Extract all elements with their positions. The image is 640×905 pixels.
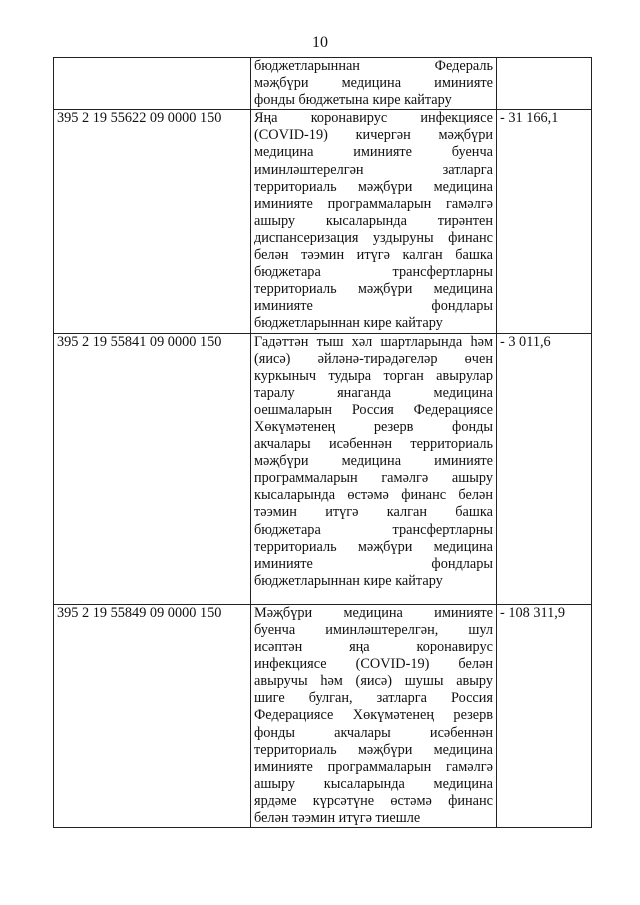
table-row: [54, 333, 592, 604]
description-line: Яңа коронавирус инфекциясе: [254, 110, 493, 127]
description-line: тәэмин итүгә калган башка: [254, 504, 493, 521]
description-line: бюджетара трансфертларны: [254, 264, 493, 281]
description-line: иминияте фондлары: [254, 298, 493, 315]
description-line: шиге булган, затларга Россия: [254, 690, 493, 707]
description-line: мәҗбүри медицина иминияте: [254, 75, 493, 92]
description-line: кысаларында өстәмә финанс белән: [254, 487, 493, 504]
description-line: белән тәэмин итүгә калган башка: [254, 247, 493, 264]
page-number: 10: [312, 34, 328, 51]
description-line: территориаль мәҗбүри медицина: [254, 178, 493, 195]
description-line: авыручы һәм (яисә) шушы авыру: [254, 673, 493, 690]
description-cell: [251, 333, 497, 604]
description-cell: [251, 604, 497, 827]
amount-cell: - 3 011,6: [497, 333, 592, 604]
description-line: (яисә) әйләнә-тирәдәгеләр өчен: [254, 350, 493, 367]
description-line: буенча иминләштерелгән, шул: [254, 622, 493, 638]
description-line: акчалары исәбеннән территориаль: [254, 436, 493, 453]
description-line: белән тәэмин итүгә тиешле: [254, 810, 421, 827]
description-line: бюджетларыннан кире кайтару: [254, 572, 443, 589]
description-line: бюджетларыннан кире кайтару: [254, 315, 443, 332]
budget-code-cell: 395 2 19 55622 09 0000 150: [54, 110, 251, 333]
description-cell: [251, 58, 497, 110]
description-line: ашыру кысаларында медицина: [254, 775, 493, 792]
table-row: [54, 604, 592, 827]
description-line: таралу янаганда медицина: [254, 384, 493, 401]
description-line: ярдәме күрсәтүне өстәмә финанс: [254, 792, 493, 809]
description-line: иминияте программаларын гамәлгә: [254, 758, 493, 775]
budget-table: [53, 57, 592, 828]
description-line: Мәҗбүри медицина иминияте: [254, 604, 493, 621]
description-line: ашыру кысаларында тирәнтен: [254, 212, 493, 229]
description-line: иминияте фондлары: [254, 555, 493, 572]
description-line: исәптән яңа коронавирус: [254, 639, 493, 656]
description-line: диспансеризация уздыруны финанс: [254, 229, 493, 246]
table-row: [54, 58, 592, 110]
description-line: (COVID-19) кичергән мәҗбүри: [254, 127, 493, 144]
description-line: фонды акчалары исәбеннән: [254, 724, 493, 741]
description-line: Хөкүмәтенең резерв фонды: [254, 418, 493, 435]
amount-cell: [497, 58, 592, 110]
table-row: [54, 110, 592, 333]
description-line: Федерациясе Хөкүмәтенең резерв: [254, 707, 493, 724]
budget-code-cell: 395 2 19 55849 09 0000 150: [54, 604, 251, 827]
description-line: куркыныч тудыра торган авырулар: [254, 367, 493, 384]
description-line: бюджетара трансфертларны: [254, 521, 493, 538]
description-line: фонды бюджетына кире кайтару: [254, 92, 452, 109]
description-line: территориаль мәҗбүри медицина: [254, 741, 493, 758]
description-line: программаларын гамәлгә ашыру: [254, 470, 493, 487]
table-body: [54, 58, 592, 828]
description-line: иминләштерелгән затларга: [254, 161, 493, 178]
description-line: инфекциясе (COVID-19) белән: [254, 656, 493, 673]
description-line: бюджетларыннан Федераль: [254, 58, 493, 74]
description-line: территориаль мәҗбүри медицина: [254, 538, 493, 555]
description-line: территориаль мәҗбүри медицина: [254, 281, 493, 298]
amount-cell: - 31 166,1: [497, 110, 592, 333]
description-line: иминияте программаларын гамәлгә: [254, 195, 493, 212]
description-line: медицина иминияте буенча: [254, 144, 493, 161]
description-line: мәҗбүри медицина иминияте: [254, 453, 493, 470]
budget-code-cell: 395 2 19 55841 09 0000 150: [54, 333, 251, 604]
description-line: Гадәттән тыш хәл шартларында һәм: [254, 333, 493, 350]
description-cell: [251, 110, 497, 333]
description-line: оешмаларын Россия Федерациясе: [254, 401, 493, 418]
amount-cell: - 108 311,9: [497, 604, 592, 827]
budget-code-cell: [54, 58, 251, 110]
